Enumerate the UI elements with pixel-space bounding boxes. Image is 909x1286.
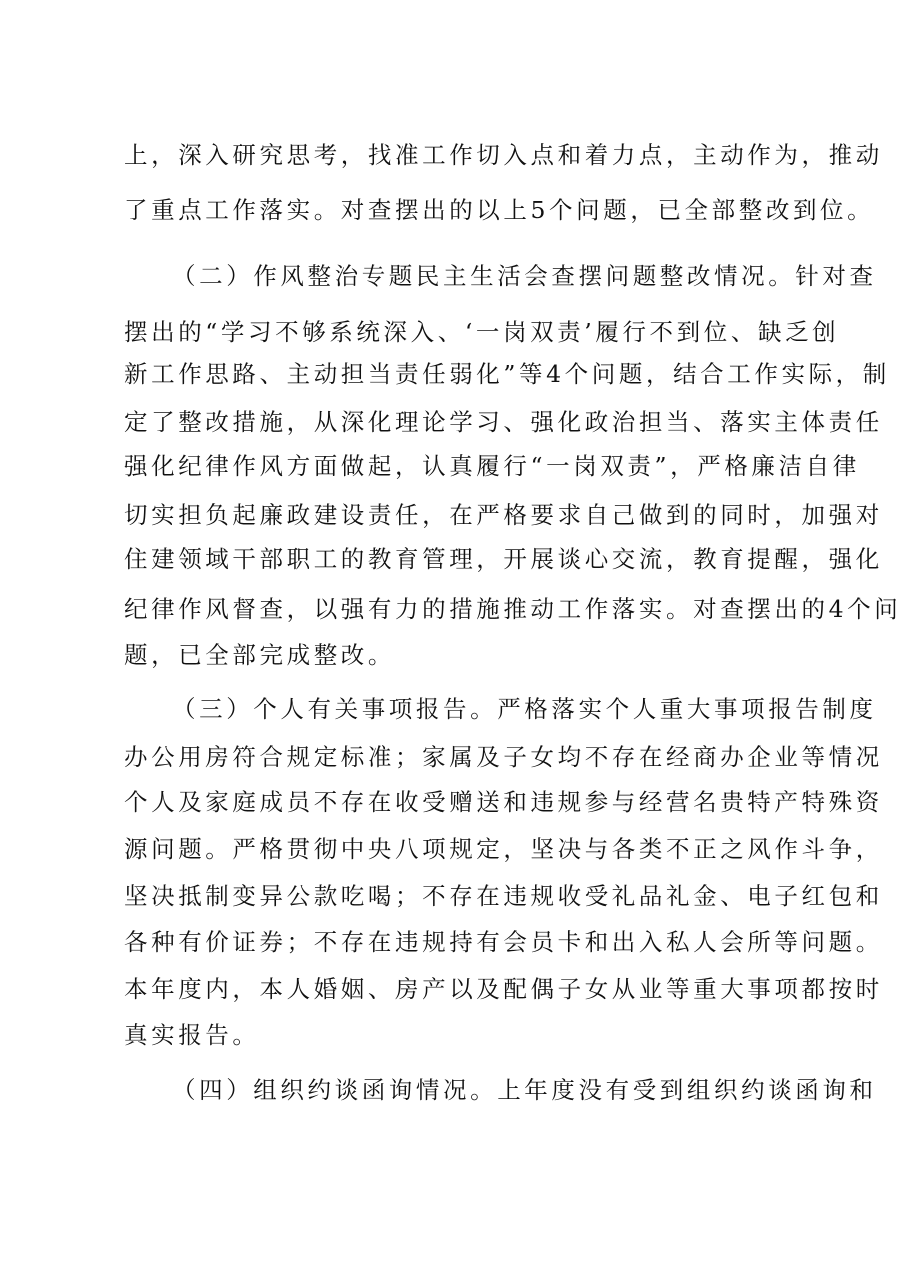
section-heading-line: （四）组织约谈函询情况。上年度没有受到组织约谈函询和	[172, 1076, 877, 1104]
text-line: 摆出的“学习不够系统深入、‘一岗双责’履行不到位、缺乏创	[124, 318, 840, 346]
text-line: 了重点工作落实。对查摆出的以上5个问题，已全部整改到位。	[124, 196, 875, 224]
section-heading-line: （三）个人有关事项报告。严格落实个人重大事项报告制度	[172, 695, 877, 723]
section-heading-line: （二）作风整治专题民主生活会查摆问题整改情况。针对查	[172, 262, 877, 290]
text-line: 住建领域干部职工的教育管理，开展谈心交流，教育提醒，强化	[124, 545, 883, 573]
text-line: 上，深入研究思考，找准工作切入点和着力点，主动作为，推动	[124, 141, 883, 169]
text-line: 真实报告。	[124, 1021, 260, 1049]
text-line: 题，已全部完成整改。	[124, 641, 395, 669]
text-line: 各种有价证券；不存在违规持有会员卡和出入私人会所等问题。	[124, 928, 883, 956]
text-line: 个人及家庭成员不存在收受赠送和违规参与经营名贵特产特殊资	[124, 788, 883, 816]
text-line: 定了整改措施，从深化理论学习、强化政治担当、落实主体责任	[124, 408, 883, 436]
text-line: 源问题。严格贯彻中央八项规定，坚决与各类不正之风作斗争，	[124, 835, 883, 863]
text-line: 本年度内，本人婚姻、房产以及配偶子女从业等重大事项都按时	[124, 975, 883, 1003]
text-line: 强化纪律作风方面做起，认真履行“一岗双责”，严格廉洁自律	[124, 452, 860, 480]
text-line: 新工作思路、主动担当责任弱化”等4个问题，结合工作实际，制	[124, 360, 890, 388]
text-line: 坚决抵制变异公款吃喝；不存在违规收受礼品礼金、电子红包和	[124, 882, 883, 910]
text-line: 切实担负起廉政建设责任，在严格要求自己做到的同时，加强对	[124, 501, 883, 529]
text-line: 纪律作风督查，以强有力的措施推动工作落实。对查摆出的4个问	[124, 595, 902, 623]
text-line: 办公用房符合规定标准；家属及子女均不存在经商办企业等情况	[124, 743, 883, 771]
